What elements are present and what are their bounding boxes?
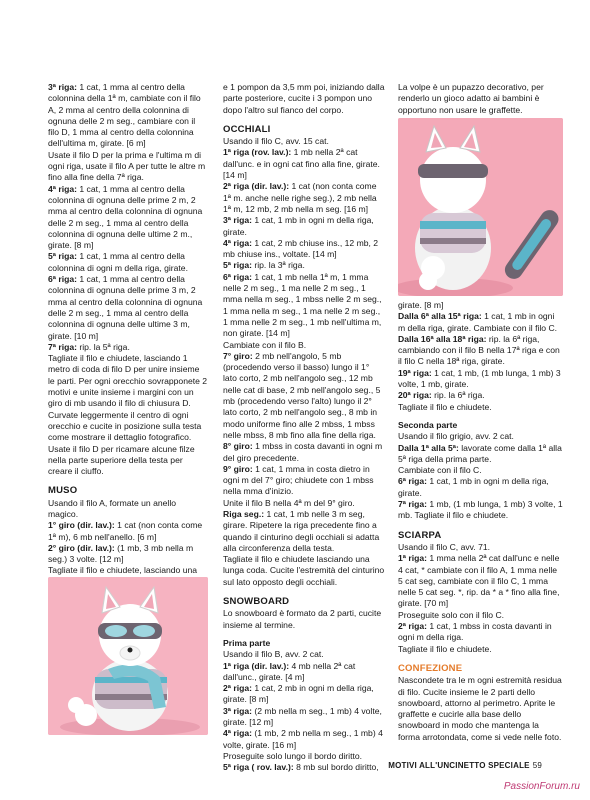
- page-number: 59: [532, 761, 542, 770]
- heading-snowboard: SNOWBOARD: [223, 596, 290, 608]
- watermark: PassionForum.ru: [503, 781, 580, 792]
- fox-front-photo: [48, 577, 208, 735]
- column-2: e 1 pompon da 3,5 mm poi, iniziando dalla parte posteriore, cucite i 3 pompon uno dopo l'altro sul fianco del corpo. OCCHIALI Usando il filo C, avv. 15 cat. 1ª riga (rov. lav.): 1 mb nella 2ª cat dall'unc. e in ogni cat fino alla fine, girate. [14 m] 2ª riga (dir. lav.): 1 cat (non conta come 1ª m. anche nelle righe seg.), 2 mb nella 1ª m, 12 mb, 2 mb nella m seg. [16 m] 3ª riga: 1 cat, 1 mb in ogni m della riga, girate. 4ª riga: 1 cat, 2 mb chiuse ins., 12 mb, 2 mb chiuse ins., voltate. [14 m] 5ª riga: rip. la 3ª riga. 6ª riga: 1 cat, 1 mb nella 1ª m, 1 mma nelle 2 m seg., 1 ma nelle 2 m seg., 1 mma nella m seg., 1 mbss nelle 2 m seg., 1 mma nella m seg., 1 ma nelle 2 m seg., 1 mma nelle 2 m seg., 1 mb nell'ultima m, non girate. [14 m] Cambiate con il filo B. 7° giro: 2 mb nell'angolo, 5 mb (procedendo verso il basso) lungo il 1° lato corto, 2 mb nell'angolo seg., 12 mb nelle cat di base, 2 mb nell'angolo seg., 5 mb (procedendo verso l'alto) lungo il 2° lato corto, 2 mb nell'angolo seg., 8 mb in modo uniforme fino alle 2 mbss, 1 mbss nelle mbss, 8 mb fino alla fine della riga. 8° giro: 1 mbss in costa davanti in ogni m del giro precedente. 9° giro: 1 cat, 1 mma in costa dietro in ogni m del 7° giro; chiudete con 1 mbss nella mma d'inizio. Unite il filo B nella 4ª m del 9° giro. Riga seg.: 1 cat, 1 mb nelle 3 m seg, girare. Ripetere la riga precedente fino a quando il cinturino degli occhiali si adatta alla circonferenza della testa. Tagliate il filo e chiudete lasciando una lunga coda. Cucite l'estremità del cinturino sul lato opposto degli occhiali. SNOWBOARD Lo snowboard è formato da 2 parti, cucite insieme al termine. Prima parte Usando il filo B, avv. 2 cat. 1ª riga (dir. lav.): 4 mb nella 2ª cat dall'unc., girate. [4 m] 2ª riga: 1 cat, 2 mb in ogni m della riga, girate. [8 m] 3ª riga: (2 mb nella m seg., 1 mb) 4 volte, girate. [12 m] 4ª riga: (1 mb, 2 mb nella m seg., 1 mb) 4 volte, girate. [16 m] Proseguite solo lungo il bordo diritto. 5ª riga ( rov. lav.): 8 mb sul bordo diritto,: [223, 82, 385, 773]
- fox-back-illustration: [398, 118, 563, 296]
- heading-sciarpa: SCIARPA: [398, 529, 442, 541]
- page-footer: [388, 761, 542, 770]
- subheading-prima-parte: Prima parte: [223, 637, 271, 648]
- subheading-seconda-parte: Seconda parte: [398, 419, 458, 430]
- heading-muso: MUSO: [48, 485, 78, 497]
- fox-back-photo: [398, 118, 563, 296]
- heading-confezione: CONFEZIONE: [398, 662, 463, 674]
- column-3: girate. [8 m] Dalla 6ª alla 15ª riga: 1 cat, 1 mb in ogni m della riga, girate. Cambiate con il filo C. Dalla 16ª alla 18ª riga: rip. la 6ª riga, cambiando con il filo B nella 17ª riga e con il filo C nella 18ª riga, girate. 19ª riga: 1 cat, 1 mb, (1 mb lunga, 1 mb) 3 volte, 1 mb, girate. 20ª riga: rip. la 6ª riga. Tagliate il filo e chiudete. Seconda parte Usando il filo grigio, avv. 2 cat. Dalla 1ª alla 5ª: lavorate come dalla 1ª alla 5ª riga della prima parte. Cambiate con il filo C. 6ª riga: 1 cat, 1 mb in ogni m della riga, girate. 7ª riga: 1 mb, (1 mb lunga, 1 mb) 3 volte, 1 mb. Tagliate il filo e chiudete. SCIARPA Usando il filo C, avv. 71. 1ª riga: 1 mma nella 2ª cat dall'unc e nelle 4 cat, * cambiate con il filo A, 1 mma nelle 5 cat seg, cambiate con il filo C, 1 mma nelle 5 cat seg. *, rip. da * a * fino alla fine, girate. [70 m] Proseguite solo con il filo C. 2ª riga: 1 cat, 1 mbss in costa davanti in ogni m della riga. Tagliate il filo e chiudete. CONFEZIONE Nascondete tra le m ogni estremità residua di filo. Cucite insieme le 2 parti dello snowboard, attorno al perimetro. Aprite le graffette e cucirle alla base dello snowboard in modo che mantenga la forma arrotondata, come si vede nelle foto.: [398, 300, 563, 742]
- photo-note: La volpe è un pupazzo decorativo, per renderlo un gioco adatto ai bambini è opportuno non usare le graffette.: [398, 82, 544, 115]
- fox-front-illustration: [48, 577, 208, 735]
- magazine-title: MOTIVI ALL'UNCINETTO SPECIALE: [388, 761, 530, 770]
- heading-occhiali: OCCHIALI: [223, 123, 271, 135]
- column-1: 3ª riga: 1 cat, 1 mma al centro della colonnina della 1ª m, cambiate con il filo A, 2 mma al centro della colonnina di ognuna delle 2 m seg., cambiare con il filo D, 1 mma al centro della colonnina dell'ultima m, girate. [6 m] Usate il filo D per la prima e l'ultima m di ogni riga, usate il filo A per tutte le altre m fino alla fine della 7ª riga. 4ª riga: 1 cat, 1 mma al centro della colonnina di ognuna delle prime 2 m, 2 mma al centro della colonnina di ognuna delle 2 m seg., 1 mma al centro della colonnina di ognuna delle ultime 2 m., girate. [8 m] 5ª riga: 1 cat, 1 mma al centro della colonnina di ogni m della riga, girate. 6ª riga: 1 cat, 1 mma al centro della colonnina di ognuna delle prime 3 m, 2 mma al centro della colonnina di ognuna delle 2 m seg., 1 mma al centro della colonnina di ognuna delle ultime 3 m, girate. [10 m] 7ª riga: rip. la 5ª riga. Tagliate il filo e chiudete, lasciando 1 metro di coda di filo D per unire insieme le parti. Per ogni orecchio sovrapponete 2 motivi e unite insieme i margini con un giro di mb usando il filo di chiusura D. Curvate leggermente il centro di ogni orecchio e cucite in posizione sulla testa come mostrare il dettaglio fotografico. Usate il filo D per ricamare alcune filze nella parte superiore della testa per creare il ciuffo. MUSO Usando il filo A, formate un anello magico. 1° giro (dir. lav.): 1 cat (non conta come 1ª m), 6 mb nell'anello. [6 m] 2° giro (dir. lav.): (1 mb, 3 mb nella m seg.) 3 volte. [12 m] Tagliate il filo e chiudete, lasciando una: [48, 82, 208, 654]
